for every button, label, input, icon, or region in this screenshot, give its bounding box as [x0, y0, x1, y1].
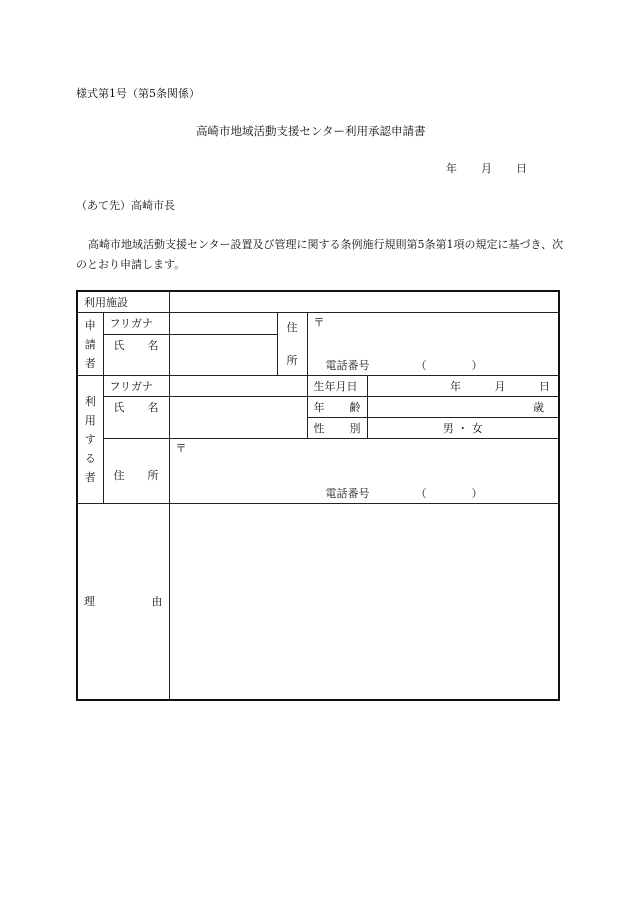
postal-mark-icon: 〒	[175, 442, 187, 455]
applicant-address-input[interactable]	[307, 313, 559, 376]
applicant-address-label: 住 所	[277, 313, 307, 376]
document-title: 高崎市地域活動支援センター利用承認申請書	[196, 124, 426, 138]
birthdate-input[interactable]: 年 月 日	[367, 376, 559, 397]
age-label: 年 齢	[307, 397, 367, 418]
phone-label: 電話番号	[325, 487, 370, 500]
age-input[interactable]: 歳	[367, 397, 559, 418]
gender-choice[interactable]: 男 ・ 女	[367, 418, 559, 439]
facility-label: 利用施設	[77, 291, 169, 313]
user-phone: 電話番号 （ ）	[325, 487, 483, 500]
reason-input[interactable]	[169, 504, 559, 700]
addressee: （あて先）高崎市長	[76, 199, 175, 212]
date-month-label: 月	[481, 162, 492, 175]
applicant-furigana-label: フリガナ	[103, 313, 169, 335]
birthdate-label: 生年月日	[307, 376, 367, 397]
applicant-name-label: 氏 名	[103, 334, 169, 375]
user-section-label: 利 用 す る 者	[77, 376, 103, 504]
user-furigana-label: フリガナ	[103, 376, 169, 397]
application-form-table	[76, 290, 560, 701]
applicant-phone: 電話番号 （ ）	[325, 359, 483, 372]
applicant-furigana-input[interactable]	[169, 313, 277, 335]
date-year-label: 年	[446, 162, 457, 175]
application-statement: 高崎市地域活動支援センター設置及び管理に関する条例施行規則第5条第1項の規定に基づき、次のとおり申請します。	[76, 238, 564, 271]
user-name-label: 氏 名	[103, 397, 169, 439]
user-furigana-input[interactable]	[169, 376, 307, 397]
form-number: 様式第1号（第5条関係）	[76, 87, 200, 100]
applicant-section-label: 申 請 者	[77, 313, 103, 376]
phone-label: 電話番号	[325, 359, 370, 372]
user-name-input[interactable]	[169, 397, 307, 439]
date-day-label: 日	[516, 162, 527, 175]
applicant-name-input[interactable]	[169, 334, 277, 375]
facility-input[interactable]	[169, 291, 559, 313]
reason-label: 理 由	[77, 504, 169, 700]
gender-label: 性 別	[307, 418, 367, 439]
user-address-label: 住 所	[103, 439, 169, 504]
postal-mark-icon: 〒	[313, 316, 325, 329]
user-address-input[interactable]	[169, 439, 559, 504]
